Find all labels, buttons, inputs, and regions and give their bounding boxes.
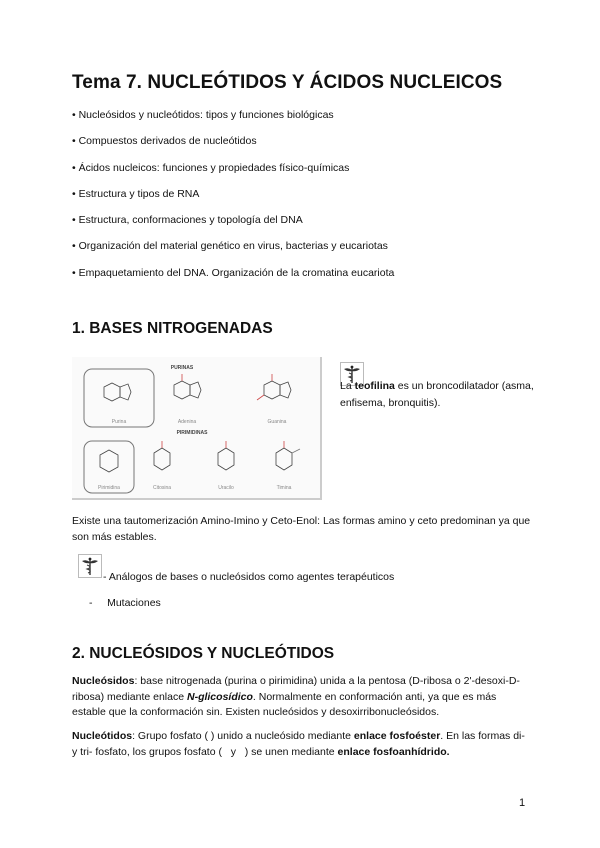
mutations-item: - Mutaciones <box>89 597 161 609</box>
bases-structures-diagram <box>72 357 320 498</box>
topic-item: • Empaquetamiento del DNA. Organización de la cromatina eucariota <box>72 266 395 279</box>
topic-item: • Estructura, conformaciones y topología del DNA <box>72 214 303 227</box>
svg-text:Purina: Purina <box>111 419 127 425</box>
section-heading-bases: 1. BASES NITROGENADAS <box>72 320 273 337</box>
svg-text:Adenina: Adenina <box>177 419 197 425</box>
analogs-item: - Análogos de bases o nucleósidos como agentes terapéuticos <box>103 571 395 583</box>
nucleotides-paragraph: Nucleótidos: Grupo fosfato ( ) unido a nucleósido mediante enlace fosfoéster. En las formas di- y tri- fosfato, los grupos fosfato ( y ) se unen mediante enlace fosfoanhídrido. <box>72 730 528 758</box>
topic-item: • Nucleósidos y nucleótidos: tipos y funciones biológicas <box>72 109 334 121</box>
topic-item: • Estructura y tipos de RNA <box>72 187 200 200</box>
page-number: 1 <box>519 797 526 809</box>
topic-item: • Compuestos derivados de nucleótidos <box>72 135 257 148</box>
svg-text:PURINAS: PURINAS <box>170 365 194 371</box>
teofilina-note: La teofilina es un broncodilatador (asma, enfisema, bronquitis). <box>340 380 534 409</box>
nitrogenous-bases-figure <box>72 357 322 500</box>
svg-text:Timina: Timina <box>276 485 292 491</box>
svg-text:PIRIMIDINAS: PIRIMIDINAS <box>176 430 208 436</box>
page-title: Tema 7. NUCLEÓTIDOS Y ÁCIDOS NUCLEICOS <box>72 72 503 93</box>
caduceus-icon <box>78 554 102 578</box>
nucleosides-paragraph: Nucleósidos: base nitrogenada (purina o pirimidina) unida a la pentosa (D-ribosa o 2'-desoxi-D-ribosa) mediante enlace N-glicosídico. Normalmente en conformación anti, ya que es más estable que la conformación sin. Existen nucleósidos y desoxirribonucleósidos. <box>72 675 520 718</box>
section-heading-nucleosides: 2. NUCLEÓSIDOS Y NUCLEÓTIDOS <box>72 645 335 662</box>
svg-text:Guanina: Guanina <box>267 419 287 425</box>
svg-text:Uracilo: Uracilo <box>218 485 234 491</box>
svg-text:Pirimidina: Pirimidina <box>98 485 120 491</box>
tautomerization-paragraph: Existe una tautomerización Amino-Imino y Ceto-Enol: Las formas amino y ceto predominan ya que son más estables. <box>72 515 531 543</box>
topic-list <box>72 109 394 293</box>
topic-item: • Organización del material genético en virus, bacterias y eucariotas <box>72 240 388 253</box>
topic-item: • Ácidos nucleicos: funciones y propiedades físico-químicas <box>72 161 350 174</box>
svg-text:Citosina: Citosina <box>152 485 172 491</box>
